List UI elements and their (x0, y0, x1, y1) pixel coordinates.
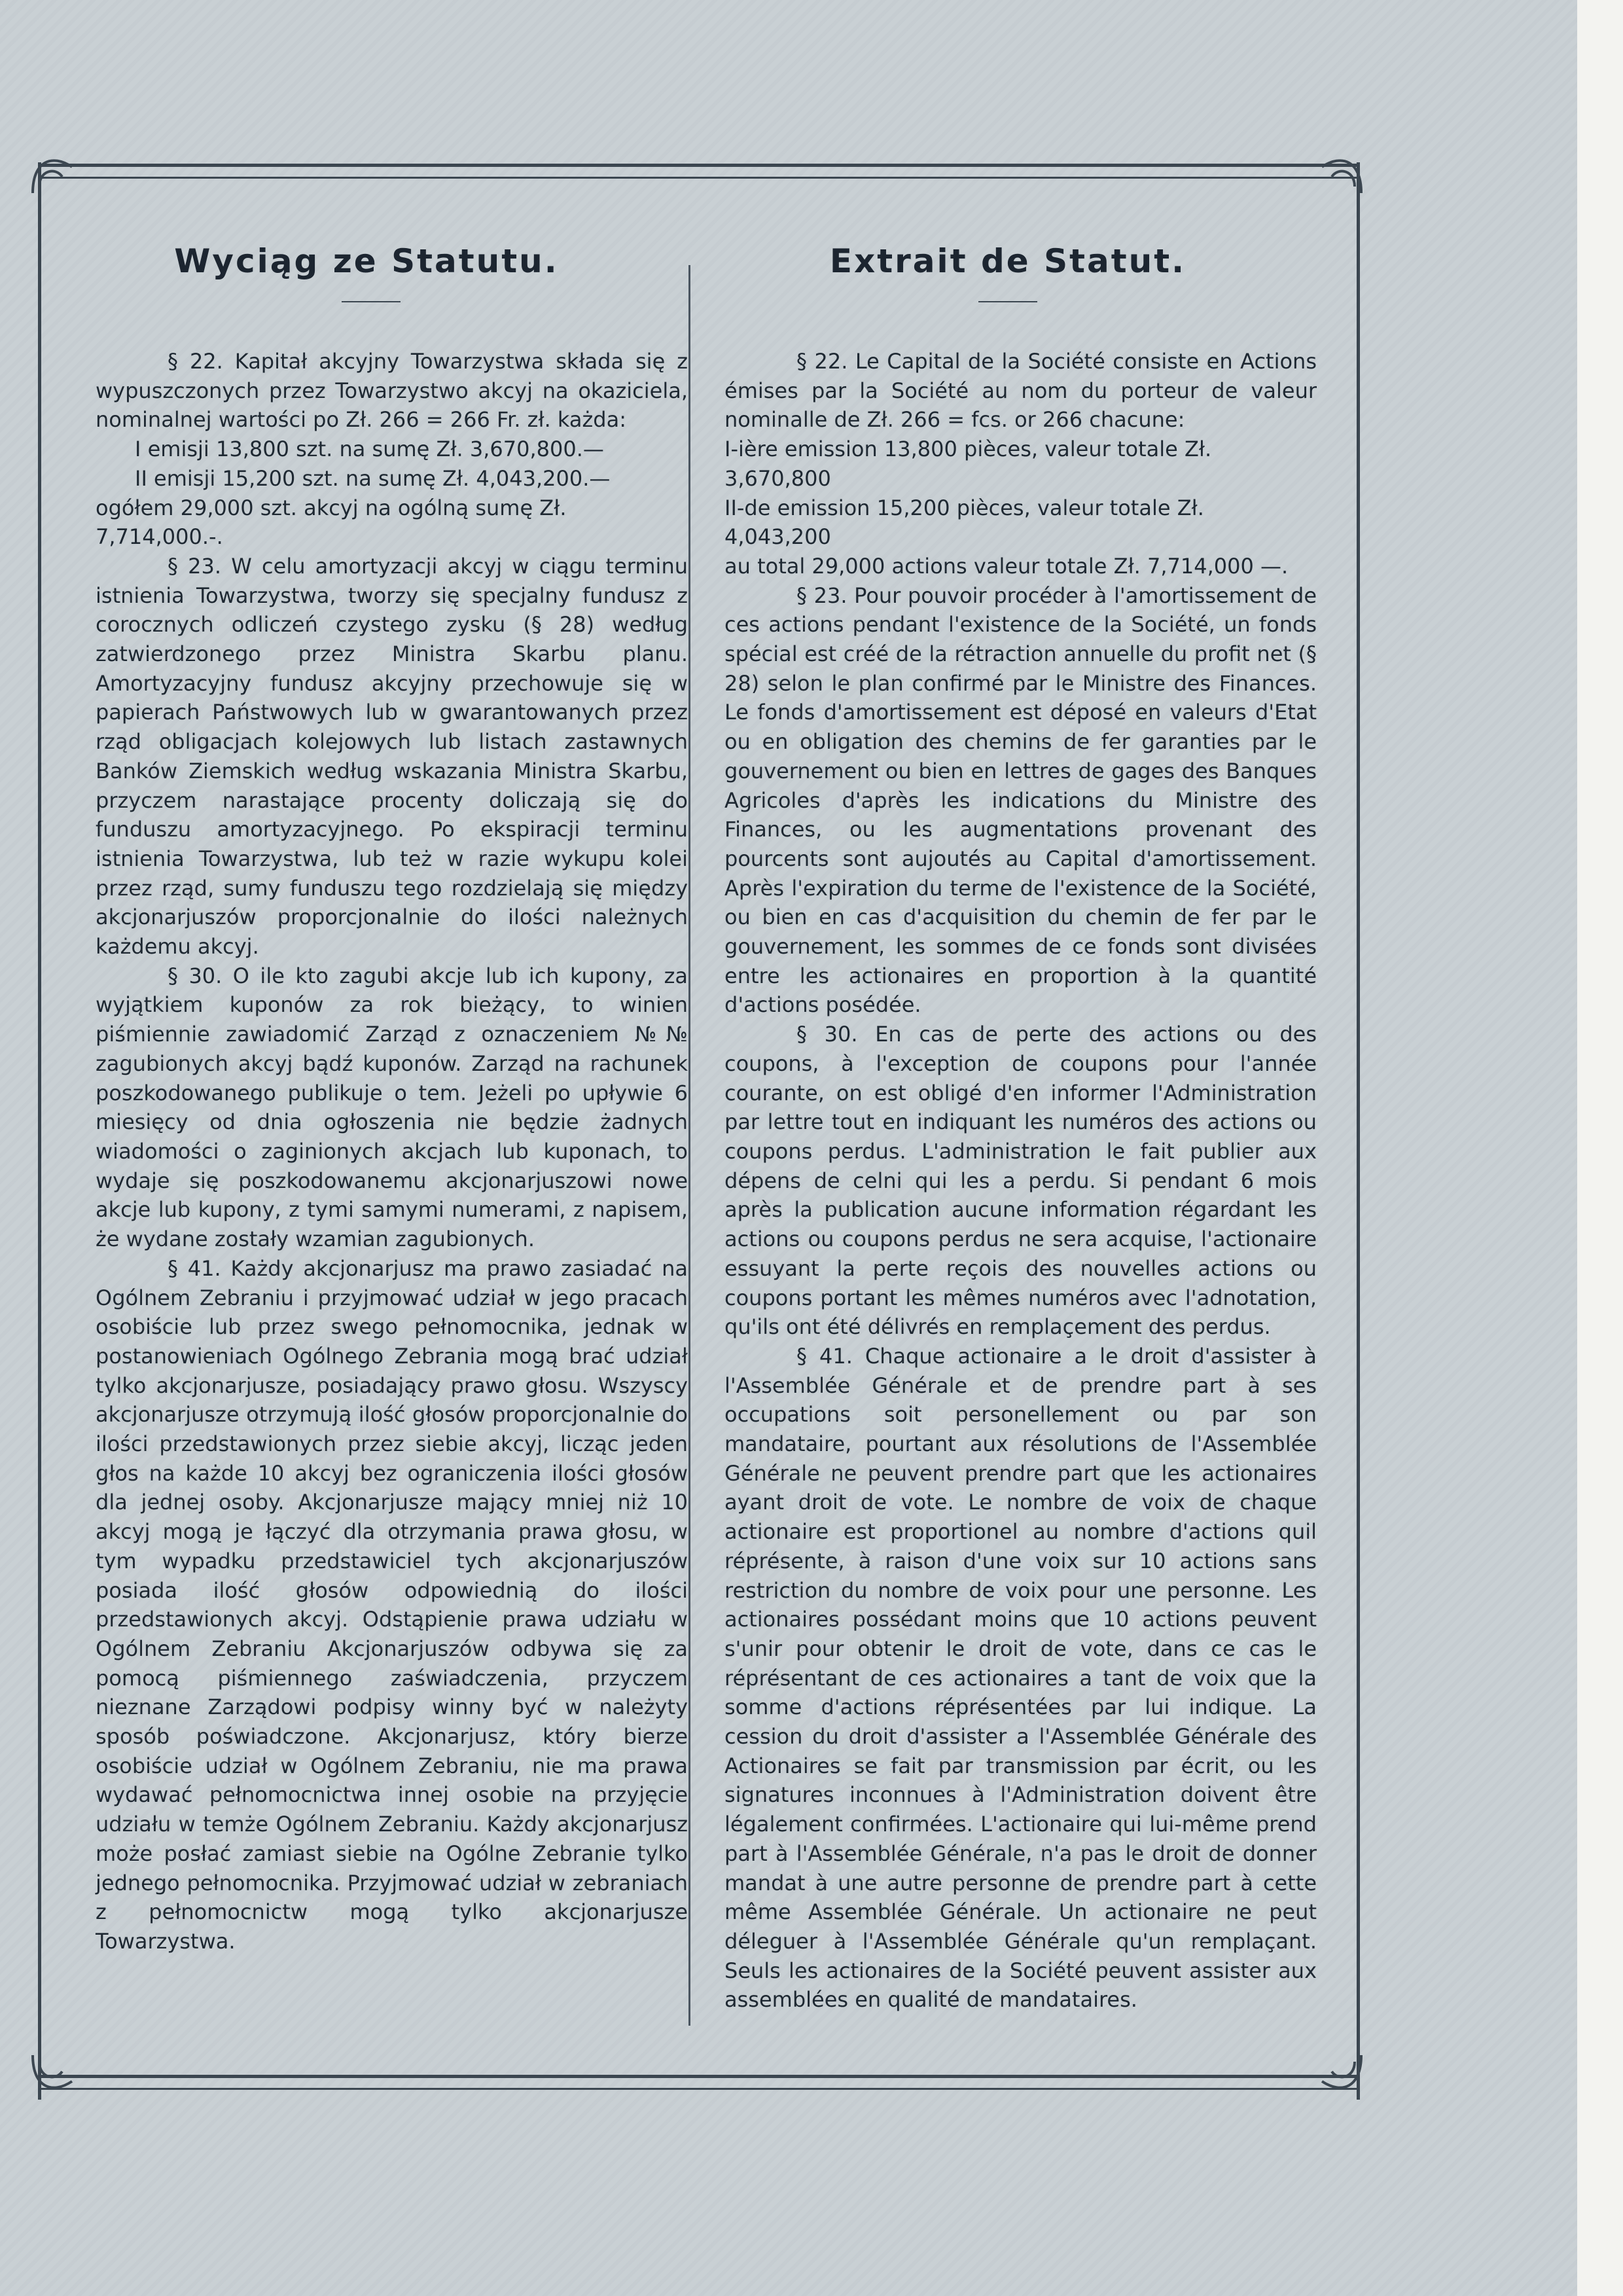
emission-1: I-ière emission 13,800 pièces, valeur totale Zł. 3,670,800 (724, 437, 1212, 491)
top-right-ornament-icon (1315, 147, 1368, 200)
paragraph-41: § 41. Chaque actionaire a le droit d'assister à l'Assemblée Générale et de prendre part à ses occupations soit personellement ou par son mandataire, pourtant aux résolutions de l'Assemblée Générale ne peuvent prendre part que les actionaires ayant droit de vote. Le nombre de voix de chaque actionaire est proportionel au nombre d'actions quil réprésente, à raison d'une voix sur 10 actions sans restriction du nombre de voix pour une personne. Les actionaires possédant moins que 10 actions peuvent s'unir pour obtenir le droit de vote, dans ce cas le réprésentant de ces actionaires a tant de voix que la somme d'actions réprésentées par lui indique. La cession du droit d'assister a l'Assemblée Générale des Actionaires se fait par transmission par écrit, ou les signatures inconnues à l'Administration doivent être légalement confirmées. L'actionaire qui lui-même prend part à l'Assemblée Générale, n'a pas le droit de donner mandat à une autre personne de prendre part à cette même Assemblée Générale. Un actionaire ne peut déleguer à l'Assemblée Générale qu'un remplaçant. Seuls les actionaires de la Société peuvent assister aux assemblées en qualité de mandataires. (724, 1343, 1317, 2013)
emission-total: au total 29,000 actions valeur totale Zł. 7,714,000 —. (724, 553, 1289, 579)
bottom-border-rule (38, 2075, 1357, 2078)
emission-2: II emisji 15,200 szt. na sumę Zł. 4,043,200.— (135, 465, 611, 491)
paragraph-22: § 22. Kapitał akcyjny Towarzystwa składa się z wypuszczonych przez Towarzystwo akcyj na okaziciela, nominalnej wartości po Zł. 266 = 266 Fr. zł. każda: (96, 349, 688, 433)
paragraph-41: § 41. Każdy akcjonarjusz ma prawo zasiadać na Ogólnem Zebraniu i przyjmować udział w jego pracach osobiście lub przez swego pełnomocnika, jednak w postanowieniach Ogólnego Zebrania mogą brać udział tylko akcjonarjusze, posiadający prawo głosu. Wszyscy akcjonarjusze otrzymują ilość głosów proporcjonalnie do ilości przedstawionych przez siebie akcyj, licząc jeden głos na każde 10 akcyj bez ograniczenia ilości głosów dla jednej osoby. Akcjonarjusze mający mniej niż 10 akcyj mogą je łączyć dla otrzymania prawa głosu, w tym wypadku przedstawiciel tych akcjonarjuszów posiada ilość głosów odpowiednią do ilości przedstawionych akcyj. Odstąpienie prawa udziału w Ogólnem Zebraniu Akcjonarjuszów odbywa się za pomocą piśmiennego zaświadczenia, przyczem nieznane Zarządowi podpisy winny być w należyty sposób poświadczone. Akcjonarjusz, który bierze osobiście udział w Ogólnem Zebraniu, nie ma prawa wydawać pełnomocnictwa innej osobie na przyjęcie udziału w temże Ogólnem Zebraniu. Każdy akcjonarjusz może posłać zamiast siebie na Ogólne Zebranie tylko jednego pełnomocnika. Przyjmować udział w zebraniach z pełnomocnictw mogą tylko akcjonarjusze Towarzystwa. (96, 1255, 688, 1954)
top-left-ornament-icon (26, 147, 79, 200)
left-heading-underline (342, 301, 401, 302)
emission-2: II-de emission 15,200 pièces, valeur totale Zł. 4,043,200 (724, 495, 1204, 550)
right-column-french (724, 347, 1317, 2015)
top-border-rule-inner (38, 177, 1357, 179)
bottom-left-ornament-icon (26, 2049, 79, 2101)
bottom-border-rule-inner (38, 2088, 1357, 2090)
paragraph-30: § 30. O ile kto zagubi akcje lub ich kupony, za wyjątkiem kuponów za rok bieżący, to winien piśmiennie zawiadomić Zarząd z oznaczeniem №№ zagubionych akcyj bądź kuponów. Zarząd na rachunek poszkodowanego publikuje o tem. Jeżeli po upływie 6 miesięcy od dnia ogłoszenia nie będzie żadnych wiadomości o zaginionych akcjach lub kuponach, to wydaje się poszkodowanemu akcjonarjuszowi nowe akcje lub kupony, z tymi samymi numerami, z napisem, że wydane zostały wzamian zagubionych. (96, 963, 688, 1252)
paragraph-23: § 23. W celu amortyzacji akcyj w ciągu terminu istnienia Towarzystwa, tworzy się specjalny fundusz z corocznych odliczeń czystego zysku (§ 28) według zatwierdzonego przez Ministra Skarbu planu. Amortyzacyjny fundusz akcyjny przechowuje się w papierach Państwowych lub w gwarantowanych przez rząd obligacjach kolejowych lub listach zastawnych Banków Ziemskich według wskazania Ministra Skarbu, przyczem narastające procenty doliczają się do funduszu amortyzacyjnego. Po ekspiracji terminu istnienia Towarzystwa, lub też w razie wykupu kolei przez rząd, sumy funduszu tego rozdzielają się między akcjonarjuszów proporcjonalnie do ilości należnych każdemu akcyj. (96, 553, 688, 960)
column-divider (688, 265, 690, 2026)
top-border-rule (38, 164, 1357, 167)
emission-total: ogółem 29,000 szt. akcyj na ogólną sumę Zł. 7,714,000.-. (96, 495, 567, 550)
left-column-polish (96, 347, 688, 1956)
paragraph-30: § 30. En cas de perte des actions ou des coupons, à l'exception de coupons pour l'année courante, on est obligé d'en informer l'Administration par lettre tout en indiquant les numéros des actions ou coupons perdus. L'administration le fait publier aux dépens de celni qui les a perdu. Si pendant 6 mois après la publication aucune information régardant les actions ou coupons perdus ne sera acquise, l'actionaire essuyant la perte reçois des nouvelles actions ou coupons portant les mêmes numéros avec l'adnotation, qu'ils ont été délivrés en remplaçement des perdus. (724, 1022, 1317, 1340)
scan-background-edge (1577, 0, 1623, 2296)
emission-1: I emisji 13,800 szt. na sumę Zł. 3,670,800.— (135, 437, 604, 462)
right-heading-underline (978, 301, 1037, 302)
paragraph-22: § 22. Le Capital de la Société consiste en Actions émises par la Société au nom du porteur de valeur nominalle de Zł. 266 = fcs. or 266 chacune: (724, 349, 1317, 433)
left-heading: Wyciąg ze Statutu. (174, 242, 559, 280)
bottom-right-ornament-icon (1315, 2049, 1368, 2101)
right-heading: Extrait de Statut. (829, 242, 1186, 280)
paragraph-23: § 23. Pour pouvoir procéder à l'amortissement de ces actions pendant l'existence de la Société, un fonds spécial est créé de la rétraction annuelle du profit net (§ 28) selon le plan confirmé par le Ministre des Finances. Le fonds d'amortissement est déposé en valeurs d'Etat ou en obligation des chemins de fer garanties par le gouvernement ou bien en lettres de gages des Banques Agricoles d'après les indications du Ministre des Finances, ou les augmentations provenant des pourcents sont aujoutés au Capital d'amortissement. Après l'expiration du terme de l'existence de la Société, ou bien en cas d'acquisition du chemin de fer par le gouvernement, les sommes de ce fonds sont divisées entre les actionaires en proportion à la quantité d'actions posédée. (724, 583, 1317, 1018)
